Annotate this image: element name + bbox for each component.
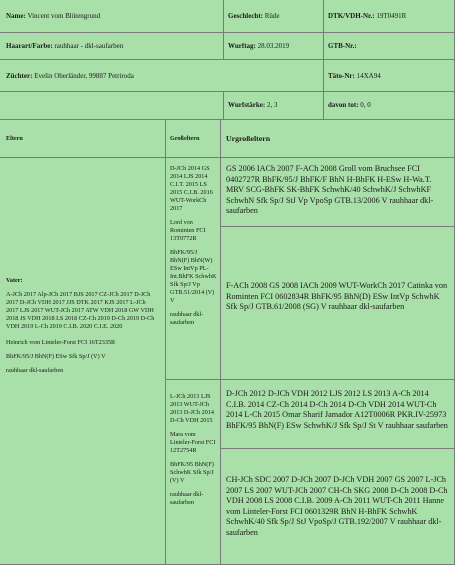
grandparents-column-header: Großeltern — [166, 120, 221, 158]
registration-label: DTK/VDH-Nr.: — [328, 12, 375, 20]
grandparent-coat: rauhhaar dkl-saufarben — [170, 311, 204, 326]
parents-column-header: Eltern — [0, 120, 166, 158]
whelp-date-label: Wurftag: — [228, 42, 256, 50]
sire-label: Vater: — [6, 277, 23, 284]
grandparent-cell — [166, 158, 221, 380]
deceased-label: davon tot: — [328, 101, 359, 109]
tattoo-value: 14XA94 — [356, 72, 381, 80]
sire-name: Heinrich vom Linteler-Forst FCI 16T2335R — [6, 339, 116, 346]
coat-label: Haarart/Farbe: — [6, 42, 53, 50]
coat-value: rauhhaar - dkl-saufarben — [54, 42, 124, 50]
great-grandparent-text: GS 2006 IACh 2007 F-ACh 2008 Groll vom Bruchsee FCI 0402727R BhFK/95/J BhFK/F BhN H-BhFK H-ESw H-Wa.T. MRV SCG-BhFK SK-BhFK SchwhK/40 SchwhK/J SchwhKF SchwhN Sfk Sp/J StJ Vp VpoSp GTB.13/2006 V rauhhaar dkl-saufarben — [226, 164, 434, 215]
name-cell — [0, 0, 224, 33]
whelp-date-value: 28.03.2019 — [257, 42, 290, 50]
litter-size-label: Wurfstärke: — [228, 101, 266, 109]
great-grandparents-column-header: Urgroßeltern — [221, 120, 455, 158]
grandparent-tests: BhFK/95 BhN(F) SchwhK Sfk Sp/J (V) V — [170, 461, 214, 484]
breeder-label: Züchter: — [6, 72, 33, 80]
sire-tests: BhFK/95/J BhN(F) ESw Sfk Sp/J (V) V — [6, 353, 106, 360]
whelp-date-cell — [224, 33, 324, 60]
litter-size-value: 2, 3 — [266, 101, 278, 109]
great-grandparent-cell — [221, 227, 455, 380]
sex-value: Rüde — [264, 12, 280, 20]
great-grandparent-text: F-ACh 2008 GS 2008 IACh 2009 WUT-WorkCh 2017 Catinka von Rominten FCI 0602834R BhFK/95 BhN(D) ESw IntVp SchwhK Sfk Sp/J GTB.61/2008 (SG) V rauhhaar dkl-saufarben — [226, 281, 448, 311]
great-grandparent-cell — [221, 449, 455, 565]
grandparent-name: Lord von Rominten FCI 13T0772R — [170, 219, 206, 242]
great-grandparent-text: D-JCh 2012 D-JCh VDH 2012 LJS 2012 LS 2013 A-Ch 2014 C.I.B. 2014 CZ-Ch 2014 D-Ch 2014 D-Ch VDH 2014 WUT-Ch 2014 L-Ch 2015 Omar Sharif Jamador A12T0006R PKR.IV-25973 BhFK/95 BhN(F) ESw SchwhK/J Sfk Sp/J St V rauhhaar saufarben — [226, 389, 448, 430]
sire-coat: rauhhaar dkl-saufarben — [6, 367, 64, 374]
grandparent-titles: D-JCh 2014 GS 2014 LJS 2014 C.I.T. 2015 LS 2015 C.I.B. 2016 WUT-WorkCh 2017 — [170, 165, 213, 212]
tattoo-label: Täto-Nr: — [328, 72, 355, 80]
deceased-value: 0, 0 — [360, 101, 371, 109]
great-grandparent-cell — [221, 158, 455, 227]
tattoo-cell — [324, 60, 455, 92]
grandparent-titles: L-JCh 2013 LJS 2013 WUT-JCh 2013 D-JCh 2014 D-Ch VDH 2015 — [170, 393, 215, 424]
coat-cell — [0, 33, 224, 60]
grandparent-coat: rauhhaar dkl-saufarben — [170, 491, 204, 506]
grandparent-tests: BhFK/95/J BhN(F) BhN(W) ESw IntVp PL-Int.BhFK SchwhK Sfk Sp/J Vp GTB.51/2014 (V) V — [170, 249, 217, 304]
blank-cell — [0, 92, 224, 120]
sire-cell — [0, 158, 166, 565]
registration-cell — [324, 0, 455, 33]
breeder-value: Evelin Oberländer, 99887 Petriroda — [34, 72, 134, 80]
grandparent-cell — [166, 380, 221, 565]
great-grandparent-cell — [221, 380, 455, 449]
sex-cell — [224, 0, 324, 33]
litter-size-cell — [224, 92, 324, 120]
dog-name: Vincent vom Blütengrund — [27, 12, 101, 20]
breeder-cell — [0, 60, 324, 92]
grandparent-name: Mara vom Linteler-Forst FCI 12T2754R — [170, 431, 216, 454]
sex-label: Geschlecht: — [228, 12, 263, 20]
sire-titles: A-JCh 2017 Alp-JCh 2017 BJS 2017 CZ-JCh 2017 D-JCh 2017 D-JCh VDH 2017 JJS DTK 2017 KJS 2017 L-JCh 2017 LJS 2017 WUT-JCh 2017 ATW VDH 2018 GW VDH 2018 JS VDH 2018 LS 2018 CZ-Ch 2019 D-Ch 2019 D-Ch VDH 2019 L-Ch 2019 C.I.B. 2020 C.I.E. 2020 — [6, 291, 155, 330]
great-grandparent-text: CH-JCh SDC 2007 D-JCh 2007 D-JCh VDH 2007 GS 2007 L-JCh 2007 LS 2007 WUT-JCh 2007 CH-Ch SKG 2008 D-Ch 2008 D-Ch VDH 2008 LS 2008 C.I.B. 2009 A-Ch 2011 WUT-Ch 2011 Hanne vom Linteler-Forst FCI 0601329R BhN H-BhFK SchwhK SchwhK/40 Sfk Sp/J StJ VpoSp/J GTB.192/2007 V rauhhaar dkl-saufarben — [226, 475, 448, 537]
gtb-cell — [324, 33, 455, 60]
name-label: Name: — [6, 12, 26, 20]
registration-value: 19T0491R — [376, 12, 407, 20]
gtb-label: GTB-Nr.: — [328, 42, 357, 50]
deceased-cell — [324, 92, 455, 120]
